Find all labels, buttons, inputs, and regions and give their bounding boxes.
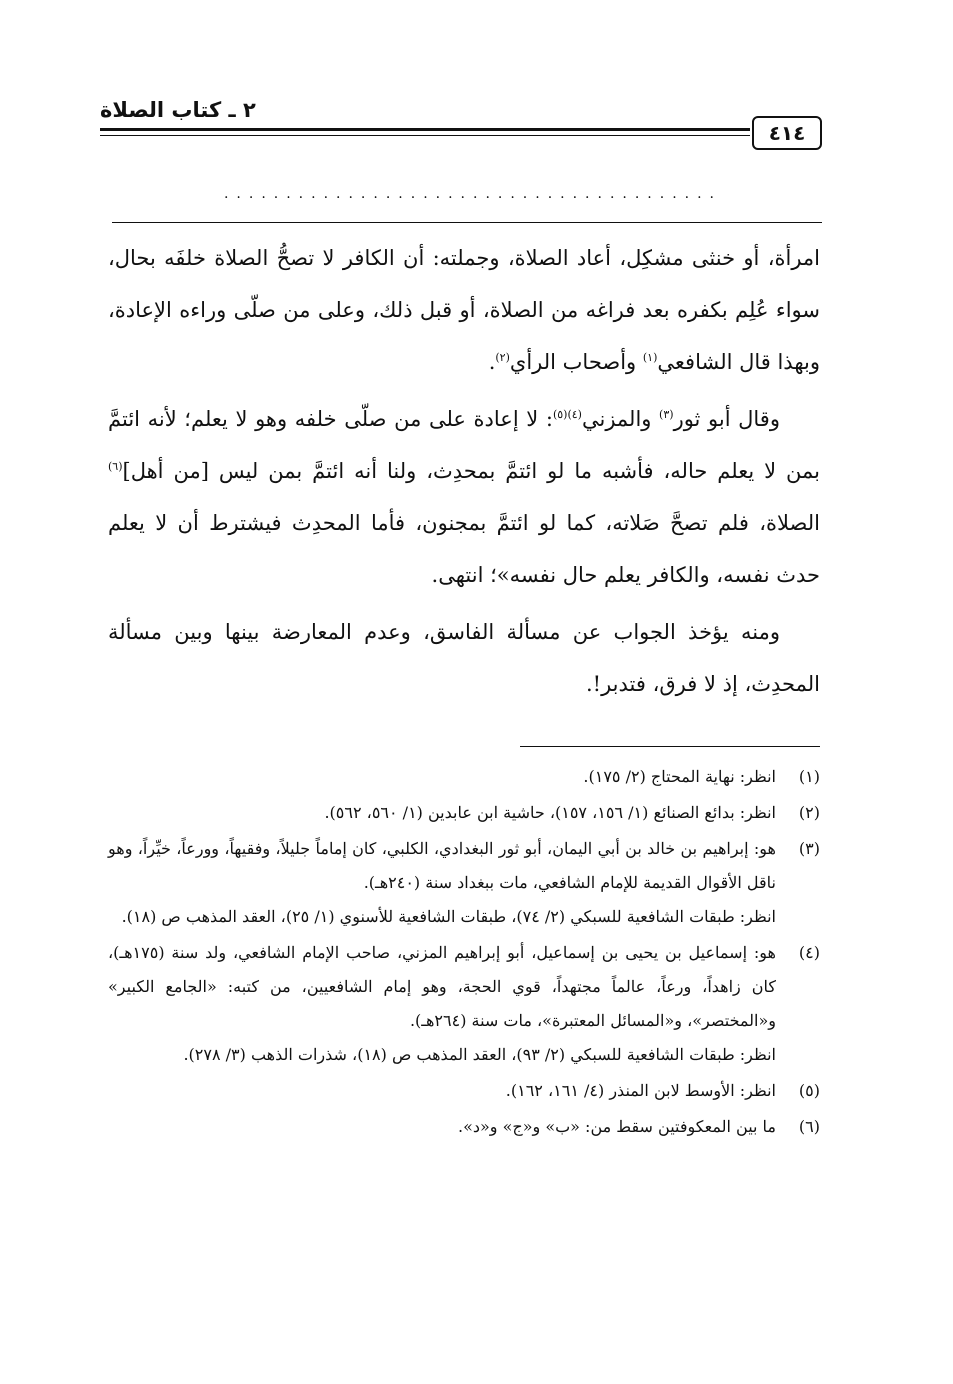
footnote-number: (٥) <box>798 1081 820 1100</box>
paragraph-3: ومنه يؤخذ الجواب عن مسألة الفاسق، وعدم المعارضة بينها وبين مسألة المحدِث، إذ لا فرق، فتدبر!. <box>108 620 820 696</box>
main-text <box>108 232 820 715</box>
running-header-title: ٢ ـ كتاب الصلاة <box>100 98 256 122</box>
footnote-2: (٢) انظر: بدائع الصنائع (١/ ١٥٦، ١٥٧)، حاشية ابن عابدين (١/ ٥٦٠، ٥٦٢). <box>108 796 820 830</box>
footnote-number: (١) <box>798 767 820 786</box>
footnote-3: (٣) هو: إبراهيم بن خالد بن أبي اليمان، أبو ثور البغدادي، الكلبي، كان إماماً جليلاً، وفقيهاً، وورعاً، خيِّراً، وهو ناقل الأقوال القديمة للإمام الشافعي، مات ببغداد سنة (٢٤٠هـ). انظر: طبقات الشافعية للسبكي (٢/ ٧٤)، طبقات الشافعية للأسنوي (١/ ٢٥)، العقد المذهب ص (١٨). <box>108 832 820 934</box>
dotted-separator: ........................................ <box>223 186 722 202</box>
footnote-5: (٥) انظر: الأوسط لابن المنذر (٤/ ١٦١، ١٦٢). <box>108 1074 820 1108</box>
header-rule <box>100 128 750 131</box>
footnote-ref-4-5: (٤)(٥) <box>552 408 582 421</box>
footnote-ref-3: (٣) <box>659 408 674 421</box>
footnote-ref-2: (٢) <box>495 351 510 364</box>
footnote-number: (٣) <box>798 839 820 858</box>
footnote-number: (٢) <box>798 803 820 822</box>
footnote-number: (٦) <box>798 1117 820 1136</box>
footnote-number: (٤) <box>798 943 820 962</box>
footnote-rule <box>520 746 820 747</box>
footnote-ref-6: (٦) <box>108 460 123 473</box>
paragraph-1: امرأة، أو خنثى مشكِل، أعاد الصلاة، وجملته: أن الكافر لا تصحُّ الصلاة خلفَه بحال، سواء عُلِم بكفره بعد فراغه من الصلاة، أو قبل ذلك، وعلى من صلّى وراءه الإعادة، وبهذا قال الشافعي$^{(١)}$ وأصحاب الرأي$^{(٢)}$. <box>108 246 820 374</box>
footnote-ref-1: (١) <box>642 351 658 364</box>
footnotes <box>108 760 820 1146</box>
section-rule <box>112 222 822 223</box>
paragraph-2: وقال أبو ثور$^{(٣)}$ والمزني$^{(٤)(٥)}$: لا إعادة على من صلّى خلفه وهو لا يعلم؛ لأنه ائتمَّ بمن لا يعلم حاله، فأشبه ما لو ائتمَّ بمحدِث، ولنا أنه ائتمَّ بمن ليس [من أهل]$^{(٦)}$ الصلاة، فلم تصحَّ صَلاته، كما لو ائتمَّ بمجنون، فأما المحدِث فيشترط أن لا يعلم حدث نفسه، والكافر يعلم حال نفسه»؛ انتهى. <box>108 407 820 587</box>
footnote-4: (٤) هو: إسماعيل بن يحيى بن إسماعيل، أبو إبراهيم المزني، صاحب الإمام الشافعي، ولد سنة (١٧٥هـ)، كان زاهداً، ورعاً، عالماً مجتهداً، قوي الحجة، وهو إمام الشافعيين، من كتبه: «الجامع الكبير» و«المختصر»، و«المسائل المعتبرة»، مات سنة (٢٦٤هـ). انظر: طبقات الشافعية للسبكي (٢/ ٩٣)، العقد المذهب ص (١٨)، شذرات الذهب (٣/ ٢٧٨). <box>108 936 820 1072</box>
footnote-6: (٦) ما بين المعكوفتين سقط من: «ب» و«ج» و«د». <box>108 1110 820 1144</box>
page-number: ٤١٤ <box>752 116 822 150</box>
header-rule-thin <box>100 135 750 136</box>
footnote-1: (١) انظر: نهاية المحتاج (٢/ ١٧٥). <box>108 760 820 794</box>
